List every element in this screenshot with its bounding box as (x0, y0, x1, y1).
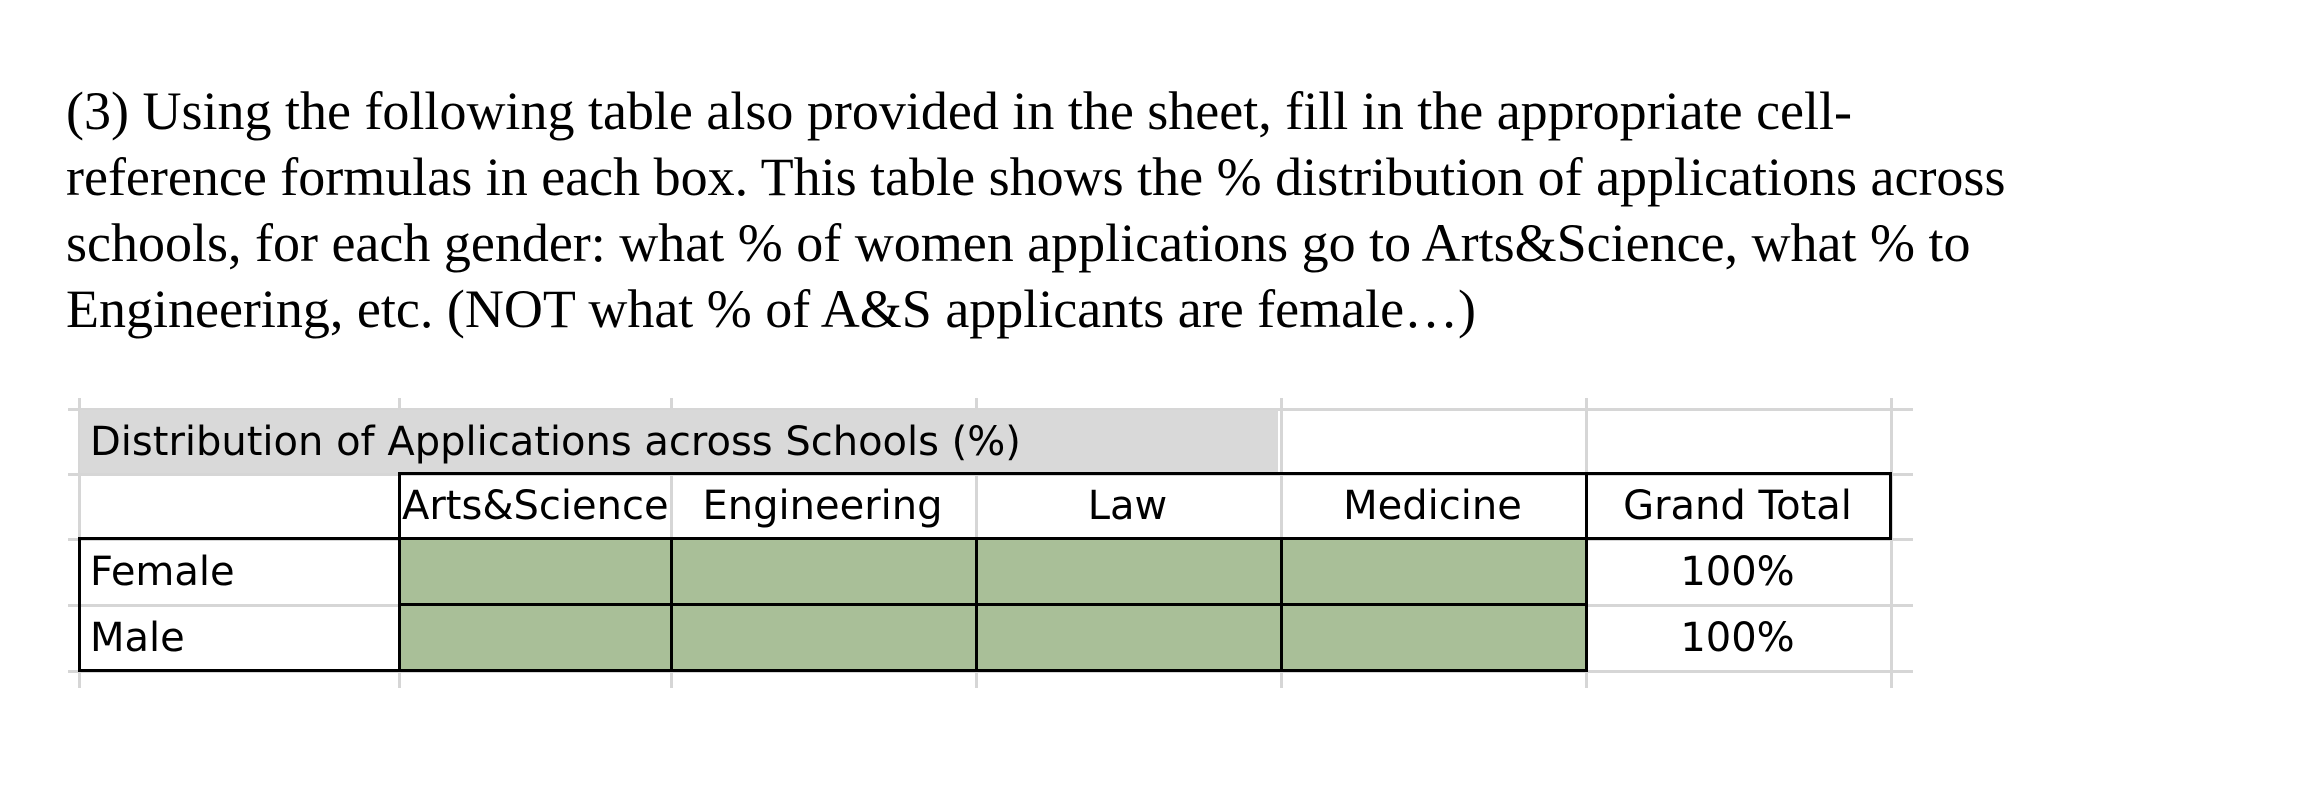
input-cell-female-law[interactable] (977, 540, 1280, 604)
gridline-v (1890, 398, 1893, 688)
border-line (670, 537, 673, 672)
input-cell-female-arts-science[interactable] (400, 540, 670, 604)
border-line (398, 472, 1892, 475)
border-line (398, 603, 1587, 606)
border-line (78, 537, 81, 672)
question-text (66, 78, 2216, 342)
table-title[interactable]: Distribution of Applications across Schools (%) (90, 418, 1021, 465)
input-cell-male-engineering[interactable] (672, 606, 975, 670)
input-cell-male-medicine[interactable] (1282, 606, 1585, 670)
total-cell-female[interactable]: 100% (1680, 549, 1795, 595)
border-line (1585, 472, 1588, 672)
row-label-female[interactable]: Female (90, 549, 235, 595)
border-line (1889, 472, 1892, 540)
spreadsheet-table (68, 398, 1913, 688)
question-line-3: schools, for each gender: what % of women applications go to Arts&Science, what % to (66, 213, 1971, 273)
question-line-1: (3) Using the following table also provided in the sheet, fill in the appropriate cell- (66, 81, 1853, 141)
total-cell-male[interactable]: 100% (1680, 615, 1795, 661)
input-cell-male-arts-science[interactable] (400, 606, 670, 670)
question-line-4: Engineering, etc. (NOT what % of A&S applicants are female…) (66, 279, 1477, 339)
border-line (78, 537, 1892, 540)
border-line (1280, 537, 1283, 672)
border-line (78, 669, 1587, 672)
input-cell-female-medicine[interactable] (1282, 540, 1585, 604)
input-cell-female-engineering[interactable] (672, 540, 975, 604)
column-header-medicine[interactable]: Medicine (1343, 483, 1522, 529)
column-header-law[interactable]: Law (1087, 483, 1168, 529)
question-line-2: reference formulas in each box. This table shows the % distribution of applications across (66, 147, 2006, 207)
row-label-male[interactable]: Male (90, 615, 185, 661)
border-line (398, 472, 401, 672)
column-header-arts-science[interactable]: Arts&Science (402, 483, 669, 529)
border-line (975, 537, 978, 672)
column-header-engineering[interactable]: Engineering (702, 483, 943, 529)
input-cell-male-law[interactable] (977, 606, 1280, 670)
column-header-grand-total[interactable]: Grand Total (1623, 483, 1852, 529)
